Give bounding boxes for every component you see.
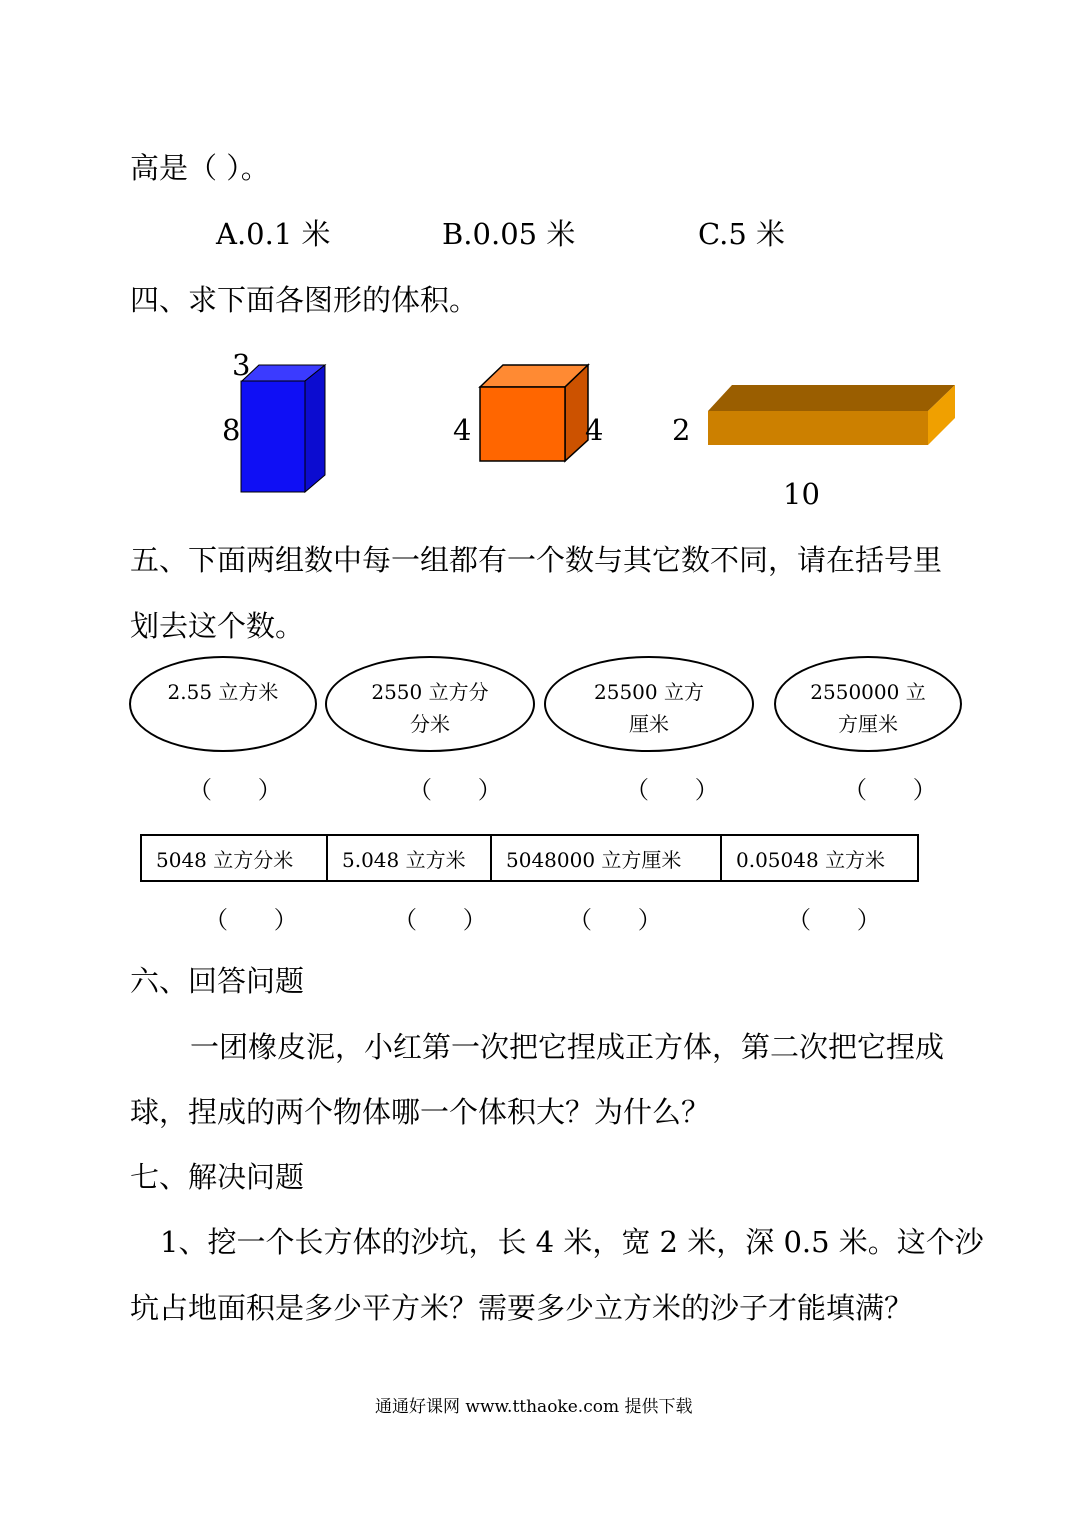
- section-6-title: 六、回答问题: [130, 964, 305, 998]
- oval-line1: 2550000 立: [810, 680, 926, 704]
- oval-line1: 25500 立方: [594, 680, 704, 704]
- brown-cuboid-length-label: 10: [783, 477, 820, 511]
- section-7-line1: 1、挖一个长方体的沙坑，长 4 米，宽 2 米，深 0.5 米。这个沙: [160, 1225, 984, 1259]
- oval-line2: 方厘米: [838, 712, 898, 736]
- orange-cube-figure: [480, 365, 588, 461]
- option-c: C.5 米: [698, 217, 786, 251]
- oval-line1: 2550 立方分: [371, 680, 489, 704]
- oval-line1: 2.55 立方米: [167, 680, 279, 704]
- blue-cuboid-figure: [241, 365, 325, 492]
- answer-paren[interactable]: （ ）: [568, 906, 662, 934]
- oval-line2: 厘米: [629, 712, 669, 736]
- section-5-title-line1: 五、下面两组数中每一组都有一个数与其它数不同，请在括号里: [130, 543, 943, 577]
- blue-cuboid-width-label: 3: [232, 348, 251, 382]
- question-stem: 高是（ ）。: [130, 151, 270, 185]
- footer-text: 通通好课网 www.tthaoke.com 提供下载: [375, 1397, 693, 1417]
- section-7-title: 七、解决问题: [130, 1160, 305, 1194]
- oval-line2: 分米: [410, 712, 450, 736]
- group2-cell: 5048 立方分米: [141, 835, 327, 881]
- group1-oval-3: [544, 656, 754, 752]
- group2-cell: 5.048 立方米: [327, 835, 491, 881]
- brown-cuboid-height-label: 2: [672, 413, 691, 447]
- table-row: [141, 835, 918, 881]
- cube-left-label: 4: [453, 413, 472, 447]
- answer-paren[interactable]: （ ）: [188, 776, 282, 804]
- answer-paren[interactable]: （ ）: [204, 906, 298, 934]
- section-5-title-line2: 划去这个数。: [130, 609, 305, 643]
- group1-oval-2: [325, 656, 535, 752]
- answer-paren[interactable]: （ ）: [787, 906, 881, 934]
- oval-text: [131, 676, 315, 708]
- cube-right-label: 4: [585, 413, 604, 447]
- group2-table: [140, 834, 919, 882]
- group2-cell: 5048000 立方厘米: [491, 835, 721, 881]
- option-a: A.0.1 米: [216, 217, 331, 251]
- answer-paren[interactable]: （ ）: [843, 776, 937, 804]
- section-6-line2: 球，捏成的两个物体哪一个体积大？为什么？: [130, 1095, 711, 1129]
- oval-text: [546, 676, 752, 740]
- answer-paren[interactable]: （ ）: [625, 776, 719, 804]
- group1-oval-4: [774, 656, 962, 752]
- oval-text: [776, 676, 960, 740]
- answer-paren[interactable]: （ ）: [408, 776, 502, 804]
- section-4-title: 四、求下面各图形的体积。: [130, 283, 479, 317]
- brown-cuboid-figure: [708, 385, 955, 445]
- answer-paren[interactable]: （ ）: [393, 906, 487, 934]
- volume-figures: [0, 345, 1075, 515]
- section-6-line1: 一团橡皮泥，小红第一次把它捏成正方体，第二次把它捏成: [190, 1030, 945, 1064]
- oval-text: [327, 676, 533, 740]
- blue-cuboid-height-label: 8: [222, 413, 241, 447]
- group2-cell: 0.05048 立方米: [721, 835, 918, 881]
- group1-oval-1: [129, 656, 317, 752]
- section-7-line2: 坑占地面积是多少平方米？需要多少立方米的沙子才能填满？: [130, 1291, 914, 1325]
- option-b: B.0.05 米: [442, 217, 576, 251]
